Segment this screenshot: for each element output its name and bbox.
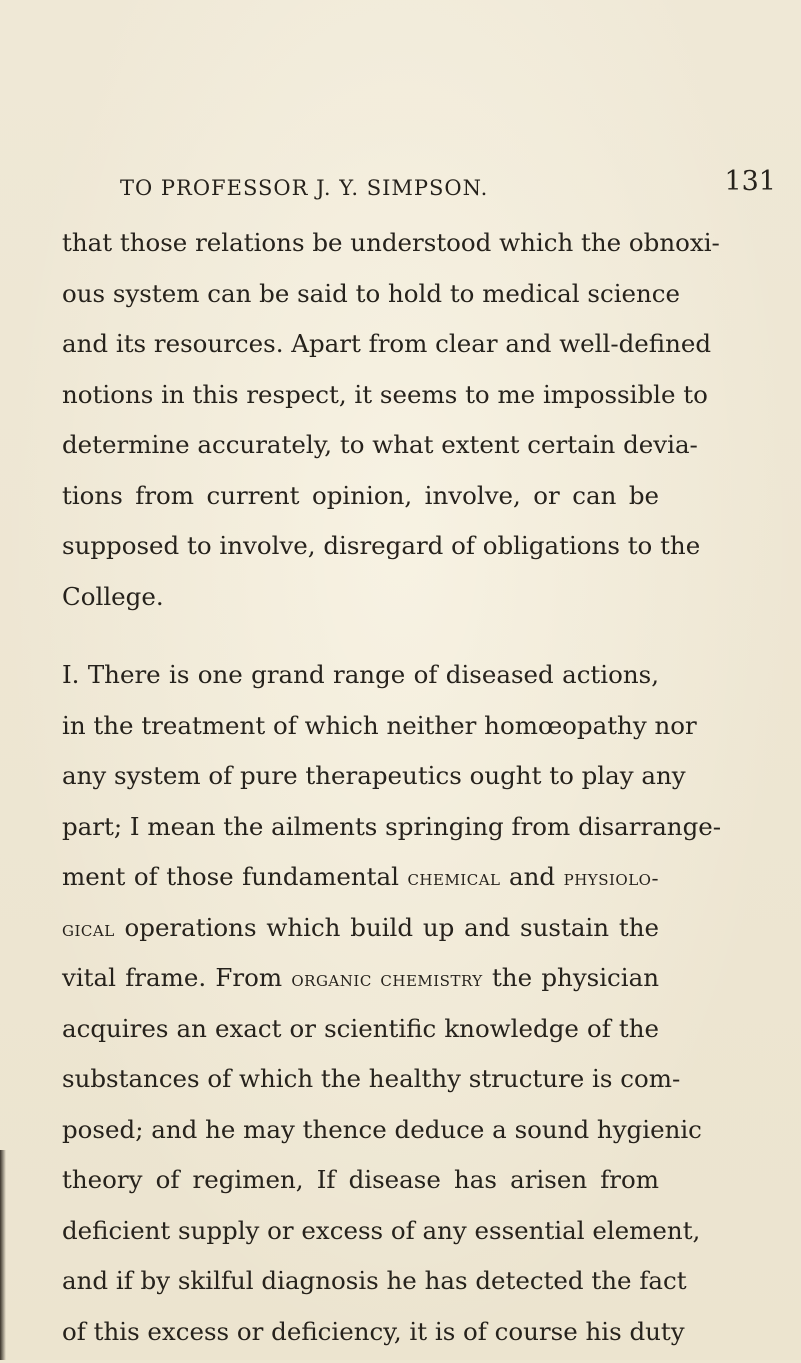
text-line xyxy=(62,909,659,960)
running-head xyxy=(120,164,776,200)
text-line: acquires an exact or scientific knowledge of the xyxy=(62,1010,659,1061)
text-line: that those relations be understood which the obnoxi- xyxy=(62,224,659,275)
text-line: College. xyxy=(62,578,659,629)
text-line: supposed to involve, disregard of obligations to the xyxy=(62,527,659,578)
paragraph-gap xyxy=(62,628,659,656)
small-caps-term: physiolo- xyxy=(564,866,659,890)
text-line: ous system can be said to hold to medical science xyxy=(62,275,659,326)
page-number: 131 xyxy=(724,166,776,197)
text-line: theory of regimen, If disease has arisen from xyxy=(62,1161,659,1212)
text-line: of this excess or deficiency, it is of course his duty xyxy=(62,1313,659,1363)
text-run: the physician xyxy=(483,963,659,992)
text-line: and if by skilful diagnosis he has detected the fact xyxy=(62,1262,659,1313)
text-line: deficient supply or excess of any essential element, xyxy=(62,1212,659,1263)
text-line: any system of pure therapeutics ought to play any xyxy=(62,757,659,808)
page-edge-shadow xyxy=(0,1150,6,1360)
text-line: part; I mean the ailments springing from disarrange- xyxy=(62,808,659,859)
small-caps-term: chemical xyxy=(407,866,500,890)
text-run: ment of those fundamental xyxy=(62,862,407,891)
small-caps-term: organic chemistry xyxy=(291,967,482,991)
text-line xyxy=(62,959,659,1010)
text-line xyxy=(62,858,659,909)
text-line: and its resources. Apart from clear and well-defined xyxy=(62,325,659,376)
text-line: in the treatment of which neither homœopathy nor xyxy=(62,707,659,758)
text-line: substances of which the healthy structure is com- xyxy=(62,1060,659,1111)
text-line: tions from current opinion, involve, or can be xyxy=(62,477,659,528)
text-line: determine accurately, to what extent certain devia- xyxy=(62,426,659,477)
paragraph-2 xyxy=(62,656,659,1363)
text-line: posed; and he may thence deduce a sound hygienic xyxy=(62,1111,659,1162)
text-run: vital frame. From xyxy=(62,963,291,992)
small-caps-term: gical xyxy=(62,917,115,941)
running-head-title: TO PROFESSOR J. Y. SIMPSON. xyxy=(120,176,488,200)
text-run: operations which build up and sustain the xyxy=(115,913,659,942)
paragraph-1 xyxy=(62,224,659,628)
text-line: I. There is one grand range of diseased actions, xyxy=(62,656,659,707)
text-line: notions in this respect, it seems to me impossible to xyxy=(62,376,659,427)
text-run: and xyxy=(501,862,564,891)
body-text xyxy=(62,224,659,1363)
